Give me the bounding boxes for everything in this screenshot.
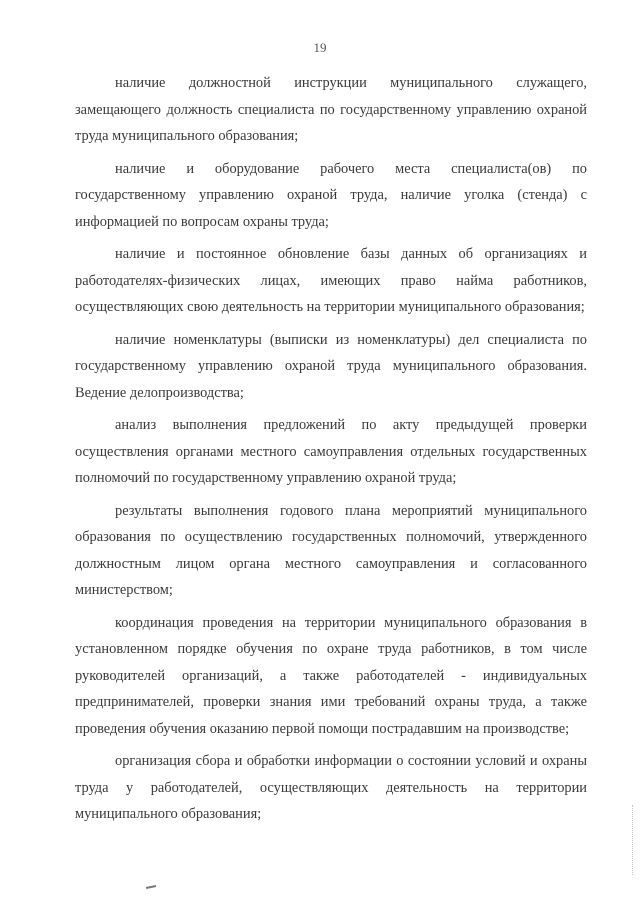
paragraph-annual-plan: результаты выполнения годового плана мероприятий муниципального образования по осуществлению государственных полномочий, утвержденного должностным лицом органа местного самоуправления и согласованного министерством; — [75, 502, 587, 598]
paragraph-information-collection: организация сбора и обработки информации о состоянии условий и охраны труда у работодателей, осуществляющих деятельность на территории муниципального образования; — [75, 753, 587, 822]
document-body — [75, 70, 587, 834]
paragraph-nomenclature: наличие номенклатуры (выписки из номенклатуры) дел специалиста по государственному управлению охраной труда муниципального образования. Ведение делопроизводства; — [75, 331, 587, 401]
paragraph-workplace-equipment: наличие и оборудование рабочего места специалиста(ов) по государственному управлению охраной труда, наличие уголка (стенда) с информацией по вопросам охраны труда; — [75, 160, 587, 230]
paragraph-job-instruction: наличие должностной инструкции муниципального служащего, замещающего должность специалиста по государственному управлению охраной труда муниципального образования; — [75, 75, 587, 144]
paragraph-previous-inspection: анализ выполнения предложений по акту предыдущей проверки осуществления органами местного самоуправления отдельных государственных полномочий по государственному управлению охраной труда; — [75, 417, 587, 486]
paragraph-employer-database: наличие и постоянное обновление базы данных об организациях и работодателях-физических лицах, имеющих право найма работников, осуществляющих свою деятельность на территории муниципального образования; — [75, 246, 587, 315]
paragraph-training-coordination: координация проведения на территории муниципального образования в установленном порядке обучения по охране труда работников, в том числе руководителей организаций, а также работодателей - индивидуальных предпринимателей, проверки знания ими требований охраны труда, а также проведения обучения оказанию первой помощи пострадавшим на производстве; — [75, 614, 587, 737]
scan-artifact-mark — [146, 885, 156, 889]
scan-edge-marks — [632, 805, 638, 875]
page-number: 19 — [313, 40, 327, 55]
